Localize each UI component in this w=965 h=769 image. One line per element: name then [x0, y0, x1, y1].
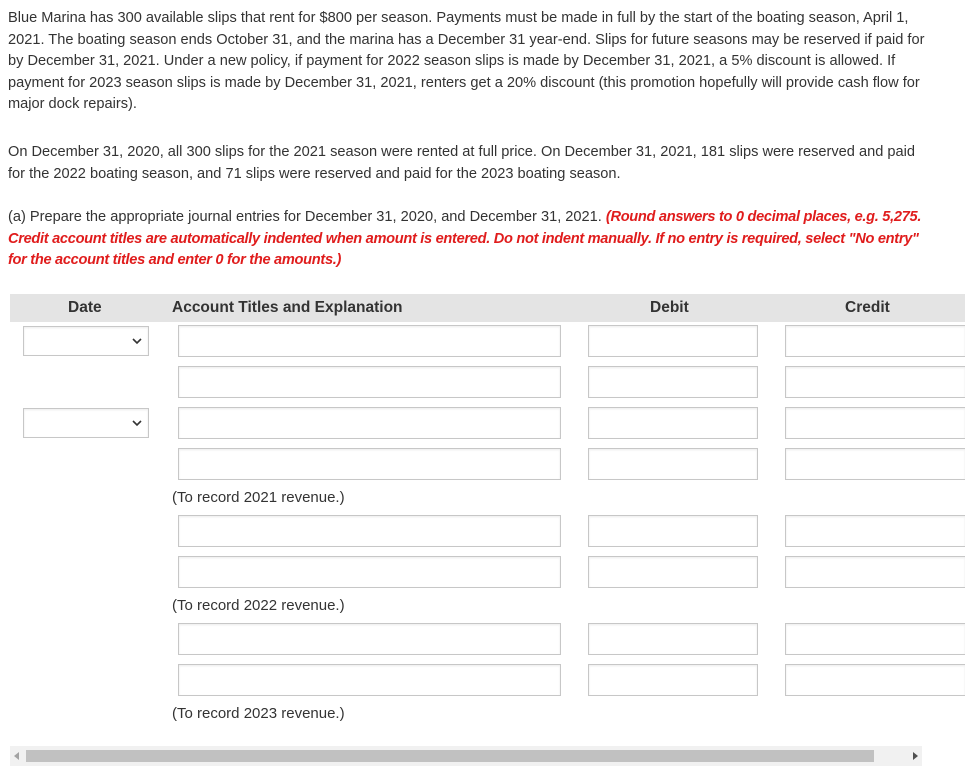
credit-input-7[interactable]: [785, 623, 965, 655]
problem-paragraph-2: On December 31, 2020, all 300 slips for the 2021 season were rented at full price. On December 31, 2021, 181 slips were reserved and paid for the 2022 boating season, and 71 slips were reserved and paid for the 2023 boating season.: [8, 144, 915, 182]
account-input-5[interactable]: [178, 515, 561, 547]
horizontal-scrollbar[interactable]: [10, 746, 922, 766]
credit-input-8[interactable]: [785, 664, 965, 696]
note-2022-revenue: (To record 2022 revenue.): [172, 597, 345, 614]
scroll-left-arrow-icon[interactable]: [14, 752, 20, 760]
account-input-3[interactable]: [178, 407, 561, 439]
credit-input-1[interactable]: [785, 325, 965, 357]
debit-input-7[interactable]: [588, 623, 758, 655]
account-input-7[interactable]: [178, 623, 561, 655]
debit-input-3[interactable]: [588, 407, 758, 439]
debit-input-5[interactable]: [588, 515, 758, 547]
account-input-1[interactable]: [178, 325, 561, 357]
journal-table-header: [10, 294, 965, 322]
debit-input-1[interactable]: [588, 325, 758, 357]
credit-input-6[interactable]: [785, 556, 965, 588]
debit-input-4[interactable]: [588, 448, 758, 480]
account-input-6[interactable]: [178, 556, 561, 588]
credit-input-4[interactable]: [785, 448, 965, 480]
question-label: (a) Prepare the appropriate journal entries for December 31, 2020, and December 31, 2021.: [8, 209, 602, 225]
credit-input-5[interactable]: [785, 515, 965, 547]
header-debit: Debit: [650, 299, 689, 316]
instructions-text: (Round answers to 0 decimal places, e.g. 5,275. Credit account titles are automatically indented when amount is entered. Do not indent manually. If no entry is required, select "No entry" for the account titles and enter 0 for the amounts.): [8, 209, 922, 268]
credit-input-3[interactable]: [785, 407, 965, 439]
account-input-4[interactable]: [178, 448, 561, 480]
account-input-8[interactable]: [178, 664, 561, 696]
note-2021-revenue: (To record 2021 revenue.): [172, 489, 345, 506]
credit-input-2[interactable]: [785, 366, 965, 398]
question-text: [8, 207, 928, 272]
account-input-2[interactable]: [178, 366, 561, 398]
chevron-down-icon: [132, 420, 142, 427]
debit-input-6[interactable]: [588, 556, 758, 588]
header-account: Account Titles and Explanation: [172, 299, 403, 316]
problem-paragraph-1: Blue Marina has 300 available slips that rent for $800 per season. Payments must be made in full by the start of the boating season, April 1, 2021. The boating season ends October 31, and the marina has a December 31 year-end. Slips for future seasons may be reserved if paid for by December 31, 2021. Under a new policy, if payment for 2022 season slips is made by December 31, 2021, a 5% discount is allowed. If payment for 2023 season slips is made by December 31, 2021, renters get a 20% discount (this promotion hopefully will provide cash flow for major dock repairs).: [8, 10, 925, 112]
date-select-entry-2[interactable]: [23, 408, 149, 438]
date-select-entry-1[interactable]: [23, 326, 149, 356]
note-2023-revenue: (To record 2023 revenue.): [172, 705, 345, 722]
scrollbar-thumb[interactable]: [26, 750, 874, 762]
header-date: Date: [68, 299, 102, 316]
header-credit: Credit: [845, 299, 890, 316]
debit-input-2[interactable]: [588, 366, 758, 398]
chevron-down-icon: [132, 338, 142, 345]
debit-input-8[interactable]: [588, 664, 758, 696]
scroll-right-arrow-icon[interactable]: [912, 752, 918, 760]
